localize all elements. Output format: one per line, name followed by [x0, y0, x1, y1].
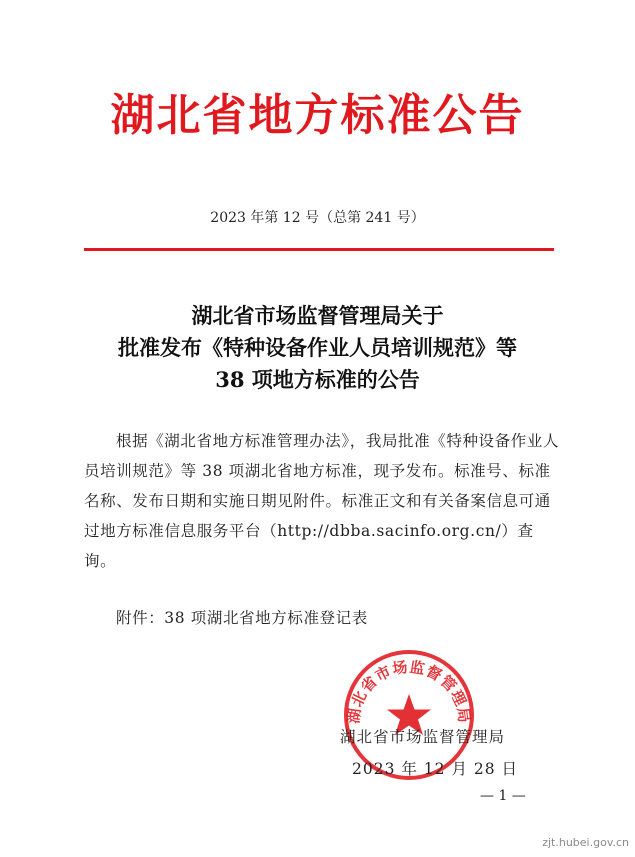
seal-text: 湖北省市场监督管理局	[344, 657, 474, 725]
subject-line-3: 38 项地方标准的公告	[215, 367, 420, 392]
body-paragraph: 根据《湖北省地方标准管理办法》，我局批准《特种设备作业人员培训规范》等 38 项湖北省地方标准，现予发布。标准号、标准名称、发布日期和实施日期见附件。标准正文和有关备案信息可通过地方标准信息服务平台（http://dbba.sacinfo.org.cn/）查询。	[84, 432, 560, 570]
subject-line-2: 批准发布《特种设备作业人员培训规范》等	[118, 335, 517, 360]
body-paragraph-block	[84, 426, 562, 576]
subject-line-1: 湖北省市场监督管理局关于	[191, 303, 444, 328]
issuer-name: 湖北省市场监督管理局	[340, 728, 506, 746]
attachment-note: 附件：38 项湖北省地方标准登记表	[116, 609, 368, 627]
red-divider-line	[84, 248, 554, 251]
page-number: — 1 —	[480, 788, 526, 804]
issue-date: 2023 年 12 月 28 日	[352, 760, 519, 778]
announcement-subject	[0, 300, 635, 396]
document-number: 2023 年第 12 号（总第 241 号）	[210, 210, 425, 226]
document-title: 湖北省地方标准公告	[110, 90, 525, 141]
source-watermark: zjt.hubei.gov.cn	[542, 836, 629, 849]
